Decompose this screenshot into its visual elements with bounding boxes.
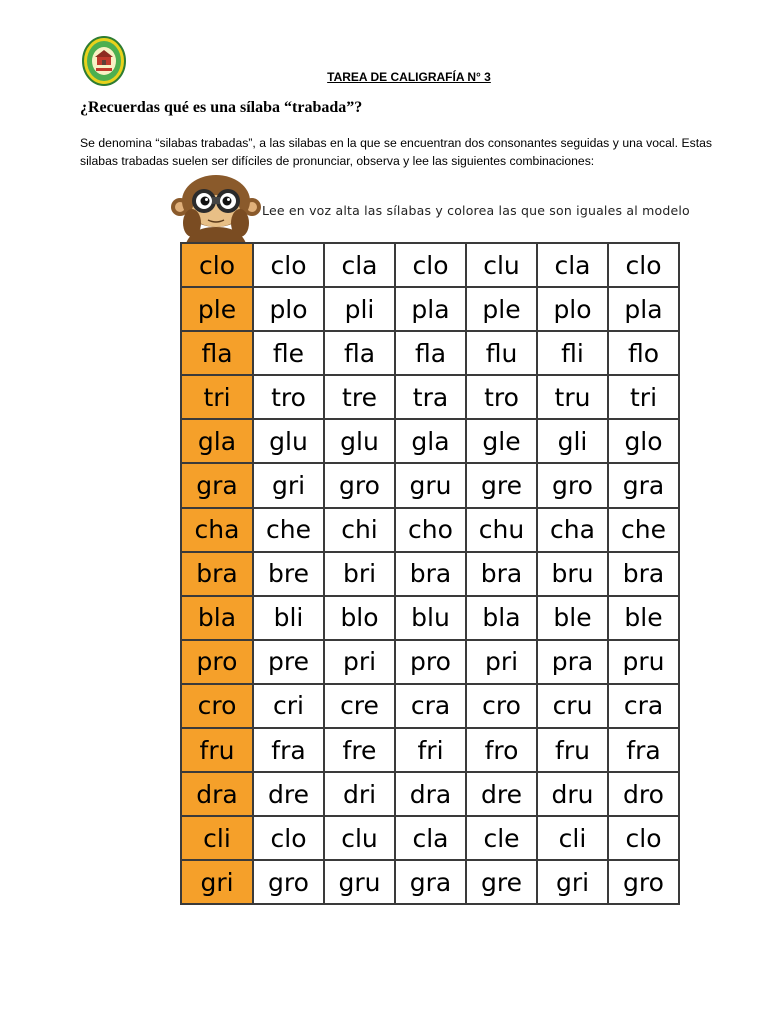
syllable-cell[interactable]: ble — [537, 596, 608, 640]
syllable-cell[interactable]: cra — [395, 684, 466, 728]
model-syllable-cell: dra — [181, 772, 253, 816]
syllable-cell[interactable]: pli — [324, 287, 395, 331]
syllable-cell[interactable]: fri — [395, 728, 466, 772]
syllable-cell[interactable]: flo — [608, 331, 679, 375]
syllable-cell[interactable]: gli — [537, 419, 608, 463]
syllable-cell[interactable]: dra — [395, 772, 466, 816]
intro-paragraph: Se denomina “silabas trabadas”, a las silabas en la que se encuentran dos consonantes seguidas y una vocal. Estas silabas trabadas suelen ser difíciles de pronunciar, observa y lee las siguientes combinaciones: — [80, 136, 712, 168]
syllable-cell[interactable]: bra — [395, 552, 466, 596]
worksheet-title: TAREA DE CALIGRAFÍA N° 3 — [327, 70, 491, 84]
syllable-cell[interactable]: bru — [537, 552, 608, 596]
model-syllable-cell: ple — [181, 287, 253, 331]
syllable-cell[interactable]: gro — [324, 463, 395, 507]
table-row — [181, 640, 679, 684]
table-row — [181, 419, 679, 463]
syllable-cell[interactable]: glu — [324, 419, 395, 463]
syllable-cell[interactable]: clo — [608, 816, 679, 860]
syllable-cell[interactable]: clo — [608, 243, 679, 287]
syllable-cell[interactable]: gro — [608, 860, 679, 904]
syllable-cell[interactable]: flu — [466, 331, 537, 375]
syllable-cell[interactable]: bri — [324, 552, 395, 596]
syllable-cell[interactable]: fle — [253, 331, 324, 375]
syllable-cell[interactable]: tri — [608, 375, 679, 419]
syllable-table — [180, 242, 680, 905]
syllable-cell[interactable]: bra — [608, 552, 679, 596]
syllable-cell[interactable]: pla — [395, 287, 466, 331]
table-row — [181, 331, 679, 375]
syllable-cell[interactable]: plo — [537, 287, 608, 331]
syllable-cell[interactable]: chi — [324, 508, 395, 552]
syllable-cell[interactable]: plo — [253, 287, 324, 331]
syllable-cell[interactable]: dru — [537, 772, 608, 816]
model-syllable-cell: bla — [181, 596, 253, 640]
syllable-cell[interactable]: fla — [395, 331, 466, 375]
syllable-cell[interactable]: gro — [253, 860, 324, 904]
syllable-cell[interactable]: pla — [608, 287, 679, 331]
syllable-cell[interactable]: ble — [608, 596, 679, 640]
syllable-cell[interactable]: cli — [537, 816, 608, 860]
exercise-instruction: Lee en voz alta las sílabas y colorea las que son iguales al modelo — [262, 203, 690, 218]
syllable-cell[interactable]: pre — [253, 640, 324, 684]
model-syllable-cell: gri — [181, 860, 253, 904]
table-row — [181, 508, 679, 552]
syllable-cell[interactable]: chu — [466, 508, 537, 552]
syllable-cell[interactable]: gri — [253, 463, 324, 507]
syllable-cell[interactable]: gru — [324, 860, 395, 904]
syllable-cell[interactable]: tre — [324, 375, 395, 419]
syllable-cell[interactable]: fro — [466, 728, 537, 772]
syllable-cell[interactable]: clo — [253, 243, 324, 287]
syllable-cell[interactable]: ple — [466, 287, 537, 331]
syllable-cell[interactable]: gre — [466, 860, 537, 904]
syllable-cell[interactable]: tru — [537, 375, 608, 419]
syllable-cell[interactable]: tro — [466, 375, 537, 419]
syllable-cell[interactable]: clo — [395, 243, 466, 287]
syllable-cell[interactable]: clu — [324, 816, 395, 860]
model-syllable-cell: cha — [181, 508, 253, 552]
table-row — [181, 816, 679, 860]
syllable-cell[interactable]: gro — [537, 463, 608, 507]
syllable-cell[interactable]: gre — [466, 463, 537, 507]
table-row — [181, 684, 679, 728]
syllable-cell[interactable]: che — [608, 508, 679, 552]
syllable-cell[interactable]: gla — [395, 419, 466, 463]
syllable-cell[interactable]: gra — [608, 463, 679, 507]
syllable-cell[interactable]: bli — [253, 596, 324, 640]
syllable-cell[interactable]: clu — [466, 243, 537, 287]
syllable-cell[interactable]: fli — [537, 331, 608, 375]
syllable-cell[interactable]: cro — [466, 684, 537, 728]
model-syllable-cell: clo — [181, 243, 253, 287]
syllable-cell[interactable]: bre — [253, 552, 324, 596]
syllable-cell[interactable]: pru — [608, 640, 679, 684]
model-syllable-cell: gra — [181, 463, 253, 507]
syllable-cell[interactable]: dre — [466, 772, 537, 816]
syllable-cell[interactable]: gra — [395, 860, 466, 904]
table-row — [181, 772, 679, 816]
syllable-cell[interactable]: tra — [395, 375, 466, 419]
model-syllable-cell: fru — [181, 728, 253, 772]
syllable-cell[interactable]: fla — [324, 331, 395, 375]
syllable-cell[interactable]: bra — [466, 552, 537, 596]
syllable-cell[interactable]: glo — [608, 419, 679, 463]
syllable-cell[interactable]: gru — [395, 463, 466, 507]
model-syllable-cell: gla — [181, 419, 253, 463]
syllable-cell[interactable]: bla — [466, 596, 537, 640]
syllable-cell[interactable]: che — [253, 508, 324, 552]
syllable-cell[interactable]: cla — [537, 243, 608, 287]
syllable-cell[interactable]: gle — [466, 419, 537, 463]
syllable-cell[interactable]: dre — [253, 772, 324, 816]
table-row — [181, 287, 679, 331]
table-row — [181, 243, 679, 287]
syllable-cell[interactable]: cru — [537, 684, 608, 728]
model-syllable-cell: fla — [181, 331, 253, 375]
table-row — [181, 552, 679, 596]
table-row — [181, 728, 679, 772]
table-row — [181, 596, 679, 640]
model-syllable-cell: cli — [181, 816, 253, 860]
syllable-cell[interactable]: pri — [466, 640, 537, 684]
table-row — [181, 860, 679, 904]
syllable-cell[interactable]: cle — [466, 816, 537, 860]
model-syllable-cell: pro — [181, 640, 253, 684]
syllable-cell[interactable]: pro — [395, 640, 466, 684]
question-heading: ¿Recuerdas qué es una sílaba “trabada”? — [80, 99, 363, 116]
syllable-cell[interactable]: fra — [253, 728, 324, 772]
syllable-cell[interactable]: tro — [253, 375, 324, 419]
model-syllable-cell: bra — [181, 552, 253, 596]
model-syllable-cell: tri — [181, 375, 253, 419]
syllable-cell[interactable]: dri — [324, 772, 395, 816]
syllable-cell[interactable]: dro — [608, 772, 679, 816]
syllable-cell[interactable]: fra — [608, 728, 679, 772]
syllable-cell[interactable]: cre — [324, 684, 395, 728]
syllable-cell[interactable]: pra — [537, 640, 608, 684]
syllable-cell[interactable]: glu — [253, 419, 324, 463]
table-row — [181, 375, 679, 419]
syllable-cell[interactable]: cla — [395, 816, 466, 860]
syllable-cell[interactable]: cri — [253, 684, 324, 728]
syllable-cell[interactable]: blo — [324, 596, 395, 640]
table-row — [181, 463, 679, 507]
syllable-cell[interactable]: pri — [324, 640, 395, 684]
syllable-cell[interactable]: blu — [395, 596, 466, 640]
syllable-cell[interactable]: gri — [537, 860, 608, 904]
syllable-cell[interactable]: cra — [608, 684, 679, 728]
monkey-binoculars-icon — [168, 171, 264, 253]
model-syllable-cell: cro — [181, 684, 253, 728]
syllable-cell[interactable]: fru — [537, 728, 608, 772]
syllable-cell[interactable]: fre — [324, 728, 395, 772]
syllable-cell[interactable]: cha — [537, 508, 608, 552]
syllable-cell[interactable]: cho — [395, 508, 466, 552]
syllable-cell[interactable]: clo — [253, 816, 324, 860]
syllable-cell[interactable]: cla — [324, 243, 395, 287]
